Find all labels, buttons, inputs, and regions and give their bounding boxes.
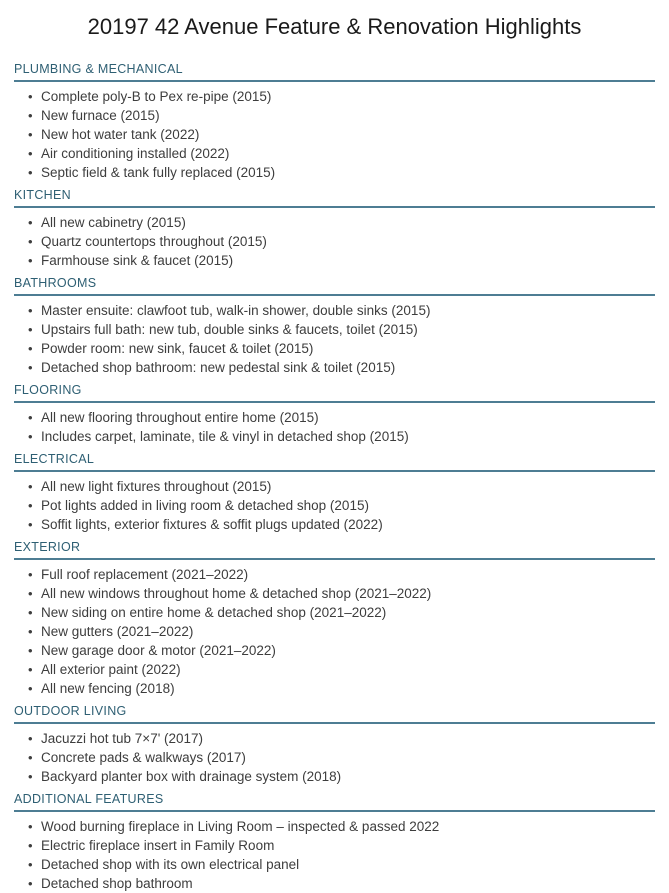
section-heading: FLOORING (14, 382, 655, 403)
list-item: • New gutters (2021–2022) (41, 622, 655, 641)
list-item: • Detached shop bathroom: new pedestal sink & toilet (2015) (41, 358, 655, 377)
list-item: • Pot lights added in living room & detached shop (2015) (41, 496, 655, 515)
section (14, 382, 655, 446)
list-item: • Quartz countertops throughout (2015) (41, 232, 655, 251)
list-item: • Air conditioning installed (2022) (41, 144, 655, 163)
section-heading: EXTERIOR (14, 539, 655, 560)
list-item: • New siding on entire home & detached shop (2021–2022) (41, 603, 655, 622)
list-item: • Septic field & tank fully replaced (2015) (41, 163, 655, 182)
bullet-list (14, 565, 655, 698)
section (14, 539, 655, 698)
list-item: • Detached shop with its own electrical panel (41, 855, 655, 874)
section-heading: PLUMBING & MECHANICAL (14, 61, 655, 82)
list-item: • All new flooring throughout entire home (2015) (41, 408, 655, 427)
list-item: • Backyard planter box with drainage system (2018) (41, 767, 655, 786)
section (14, 187, 655, 270)
list-item: • Farmhouse sink & faucet (2015) (41, 251, 655, 270)
list-item: • Detached shop bathroom (41, 874, 655, 893)
section-heading: ELECTRICAL (14, 451, 655, 472)
bullet-list (14, 729, 655, 786)
list-item: • All new fencing (2018) (41, 679, 655, 698)
list-item: • Jacuzzi hot tub 7×7' (2017) (41, 729, 655, 748)
list-item: • Powder room: new sink, faucet & toilet (2015) (41, 339, 655, 358)
section-heading: ADDITIONAL FEATURES (14, 791, 655, 812)
list-item: • All new cabinetry (2015) (41, 213, 655, 232)
list-item: • Full roof replacement (2021–2022) (41, 565, 655, 584)
list-item: • New garage door & motor (2021–2022) (41, 641, 655, 660)
bullet-list (14, 301, 655, 377)
list-item: • All new light fixtures throughout (2015) (41, 477, 655, 496)
list-item: • All exterior paint (2022) (41, 660, 655, 679)
section-heading: BATHROOMS (14, 275, 655, 296)
bullet-list (14, 408, 655, 446)
list-item: • All new windows throughout home & detached shop (2021–2022) (41, 584, 655, 603)
list-item: • Complete poly-B to Pex re-pipe (2015) (41, 87, 655, 106)
list-item: • Includes carpet, laminate, tile & vinyl in detached shop (2015) (41, 427, 655, 446)
list-item: • New furnace (2015) (41, 106, 655, 125)
list-item: • Upstairs full bath: new tub, double sinks & faucets, toilet (2015) (41, 320, 655, 339)
section-heading: OUTDOOR LIVING (14, 703, 655, 724)
list-item: • Soffit lights, exterior fixtures & soffit plugs updated (2022) (41, 515, 655, 534)
list-item: • New hot water tank (2022) (41, 125, 655, 144)
section-heading: KITCHEN (14, 187, 655, 208)
bullet-list (14, 817, 655, 893)
page-title: 20197 42 Avenue Feature & Renovation Highlights (87, 14, 582, 39)
bullet-list (14, 477, 655, 534)
section (14, 275, 655, 377)
bullet-list (14, 87, 655, 182)
sections-container (14, 61, 655, 893)
section (14, 61, 655, 182)
section (14, 703, 655, 786)
section (14, 791, 655, 893)
list-item: • Concrete pads & walkways (2017) (41, 748, 655, 767)
section (14, 451, 655, 534)
list-item: • Wood burning fireplace in Living Room – inspected & passed 2022 (41, 817, 655, 836)
bullet-list (14, 213, 655, 270)
list-item: • Electric fireplace insert in Family Room (41, 836, 655, 855)
list-item: • Master ensuite: clawfoot tub, walk-in shower, double sinks (2015) (41, 301, 655, 320)
